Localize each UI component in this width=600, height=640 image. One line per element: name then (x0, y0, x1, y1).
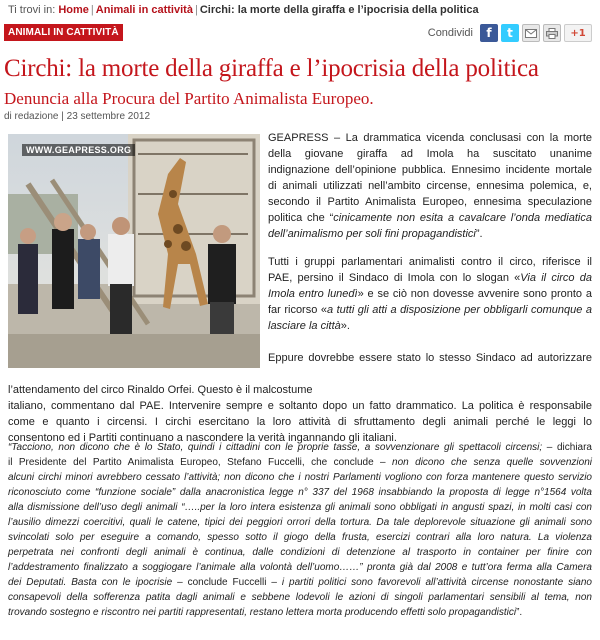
paragraph-line (8, 590, 592, 605)
paragraph-line (8, 560, 592, 575)
quote-italic: alla dismissione dell’uso degli animali “…..per la loro intera esistenza gli animali sono obbligati in angusti spazi, in molti casi con (8, 502, 592, 513)
paragraph-line: Eppure dovrebbe essere stato lo stesso Sindaco ad autorizzare (268, 352, 592, 364)
paragraph-line: come e quanto i circensi. I circhi esercitano la loro attività di sfruttamento degli animali perché le leggi lo (8, 416, 592, 428)
text-plain: il Presidente del Partito Animalista Europeo, Stefano Fuccelli, che conclude – (8, 457, 393, 468)
print-button[interactable] (543, 24, 561, 42)
facebook-icon: f (486, 26, 492, 40)
quote-italic: cinicamente non esita a cavalcare l’onda mediatica (333, 212, 592, 224)
paragraph-line: italiano, commentano dal PAE. Intervenire sempre e soltanto dopo un fatto drammatico. La politica è responsabile (8, 400, 592, 412)
text-plain: » e se ciò non dovesse avvenire sono pronto a (357, 288, 592, 300)
text-plain: PAE, persino il Sindaco di Imola con lo slogan « (268, 272, 521, 284)
paragraph-line (8, 500, 592, 515)
quote-italic: Imola entro lunedì (268, 288, 358, 300)
quote-italic: a tutti gli atti a disposizione per obbligarli comunque a (326, 304, 592, 316)
paragraph-line (268, 226, 592, 242)
paragraph-line: GEAPRESS – La drammatica vicenda conclusasi con la morte (268, 132, 592, 144)
text-plain: ». (340, 320, 350, 332)
photo-watermark: WWW.GEAPRESS.ORG (22, 144, 135, 156)
paragraph-line: indignazione dell’opinione pubblica. Ennesimo incidente mortale (268, 164, 592, 176)
quote-italic: non dicono che senza quelle sovvenzioni (392, 457, 592, 468)
paragraph-quote (8, 440, 592, 620)
paragraph-line (8, 470, 592, 485)
quote-italic: i partiti politici sono favorevoli all’attività circense nonostante siano (281, 577, 592, 588)
paragraph-line: secondo il Partito Animalista Europeo, ennesima speculazione (268, 196, 592, 208)
quote-italic: dell’animalismo per soli fini propagandistici (268, 228, 476, 240)
envelope-icon (525, 29, 537, 38)
paragraph-line (268, 270, 592, 286)
breadcrumb-section-link[interactable]: Animali in cattività (95, 4, 193, 16)
paragraph-line: di animali utilizzati nell’ambito circense, ennesima polemica, e, (268, 180, 592, 192)
quote-italic: lasciare la città (268, 320, 341, 332)
category-badge[interactable]: ANIMALI IN CATTIVITÀ (4, 24, 123, 41)
paragraph-line (8, 605, 592, 620)
share-label: Condividi (427, 27, 473, 39)
quote-italic: trovando sostegno e riscontro nei partiti rappresentati, restano lettera morta producendo effetti solo propagandistici (8, 607, 517, 618)
text-plain: politica che “ (268, 212, 334, 224)
paragraph-line: l’attendamento del circo Rinaldo Orfei. Questo è il malcostume (8, 384, 313, 396)
paragraph-intro (268, 130, 592, 242)
breadcrumb-current: Circhi: la morte della giraffa e l’ipocrisia della politica (199, 4, 479, 16)
paragraph-line (8, 440, 592, 455)
google-plus-button[interactable] (564, 24, 592, 42)
quote-italic: Via il circo da (520, 272, 593, 284)
paragraph-line: consentono ed i Partiti continuano a nascondere la verità ingannando gli italiani. (8, 432, 397, 444)
facebook-share-button[interactable] (480, 24, 498, 42)
text-plain: – conclude Fuccelli – (172, 577, 282, 588)
quote-italic: alcuni circhi minori avrebbero cessato l’attività; non dicono che i nostri Parlamenti vogliono con forza mantenere questo servizio (8, 472, 592, 483)
paragraph-groups (268, 254, 592, 334)
text-plain: ”. (475, 228, 483, 240)
quote-italic: “Tacciono, non dicono che è lo Stato, quindi i cittadini con le proprie tasse, a sovvenzionare gli spettacoli circensi; (8, 442, 543, 453)
email-share-button[interactable] (522, 24, 540, 42)
paragraph-mayor-continued (8, 382, 592, 446)
paragraph-line (8, 545, 592, 560)
paragraph-line (8, 455, 592, 470)
breadcrumb: Ti trovi in: Home | Animali in cattività | Circhi: la morte della giraffa e l’ipocrisia della politica (8, 4, 479, 16)
google-plus-icon: +1 (570, 27, 586, 39)
quote-italic: perpetrata nei confronti degli animali è continua, dalle condizioni di detenzione al trasporto in container per finire con (8, 547, 592, 558)
text-plain: far ricorso « (268, 304, 327, 316)
paragraph-line: Tutti i gruppi parlamentari animalisti contro il circo, riferisce il (268, 256, 592, 268)
share-bar (428, 24, 592, 42)
quote-italic: riconosciuto come “funzione sociale” dalla anacronistica legge n° 337 del 1968 insabbiando la proposta di legge n°1564 volta (8, 487, 592, 498)
twitter-icon: t (507, 26, 513, 40)
paragraph-line (8, 515, 592, 530)
quote-italic: svincolati solo per eseguire a comando, spesso sotto il giogo della frusta, esercizi contrari alla loro natura. La violenza (8, 532, 592, 543)
paragraph-line (268, 318, 592, 334)
quote-italic: l’ausilio dimezzi coercitivi, quali le catene, tipici dei peggiori orrori della tortura. Da tale deplorevole situazione gli animali sono (8, 517, 592, 528)
text-plain: ”. (516, 607, 523, 618)
quote-italic: consapevoli della sofferenza patita dagli animali e sebbene lodevoli le azioni di singoli parlamentari sensibili al tema, non (8, 592, 592, 603)
paragraph-line (8, 485, 592, 500)
printer-icon (546, 28, 558, 39)
paragraph-line (8, 575, 592, 590)
circus-scene-image (8, 134, 260, 368)
paragraph-line: della giovane giraffa ad Imola ha suscitato unanime (268, 148, 592, 160)
article-title: Circhi: la morte della giraffa e l’ipocrisia della politica (4, 55, 539, 82)
article-subtitle: Denuncia alla Procura del Partito Animalista Europeo. (4, 89, 374, 108)
quote-italic: l’addestramento finalizzato a soggiogare l’animale alla volontà dell’uomo……” pronta già dal 2008 e tutt’ora ferma alla Camera (8, 562, 592, 573)
article-photo (8, 134, 260, 368)
paragraph-mayor (268, 350, 592, 366)
twitter-share-button[interactable] (501, 24, 519, 42)
paragraph-line (268, 302, 592, 318)
quote-italic: dei Deputati. Basta con le ipocrisie (8, 577, 173, 588)
paragraph-line (8, 530, 592, 545)
paragraph-line (268, 210, 592, 226)
breadcrumb-home-link[interactable]: Home (58, 4, 89, 16)
breadcrumb-prefix: Ti trovi in: (8, 4, 56, 16)
text-plain: – dichiara (542, 442, 592, 453)
article-byline: di redazione | 23 settembre 2012 (4, 111, 151, 122)
paragraph-line (268, 286, 592, 302)
